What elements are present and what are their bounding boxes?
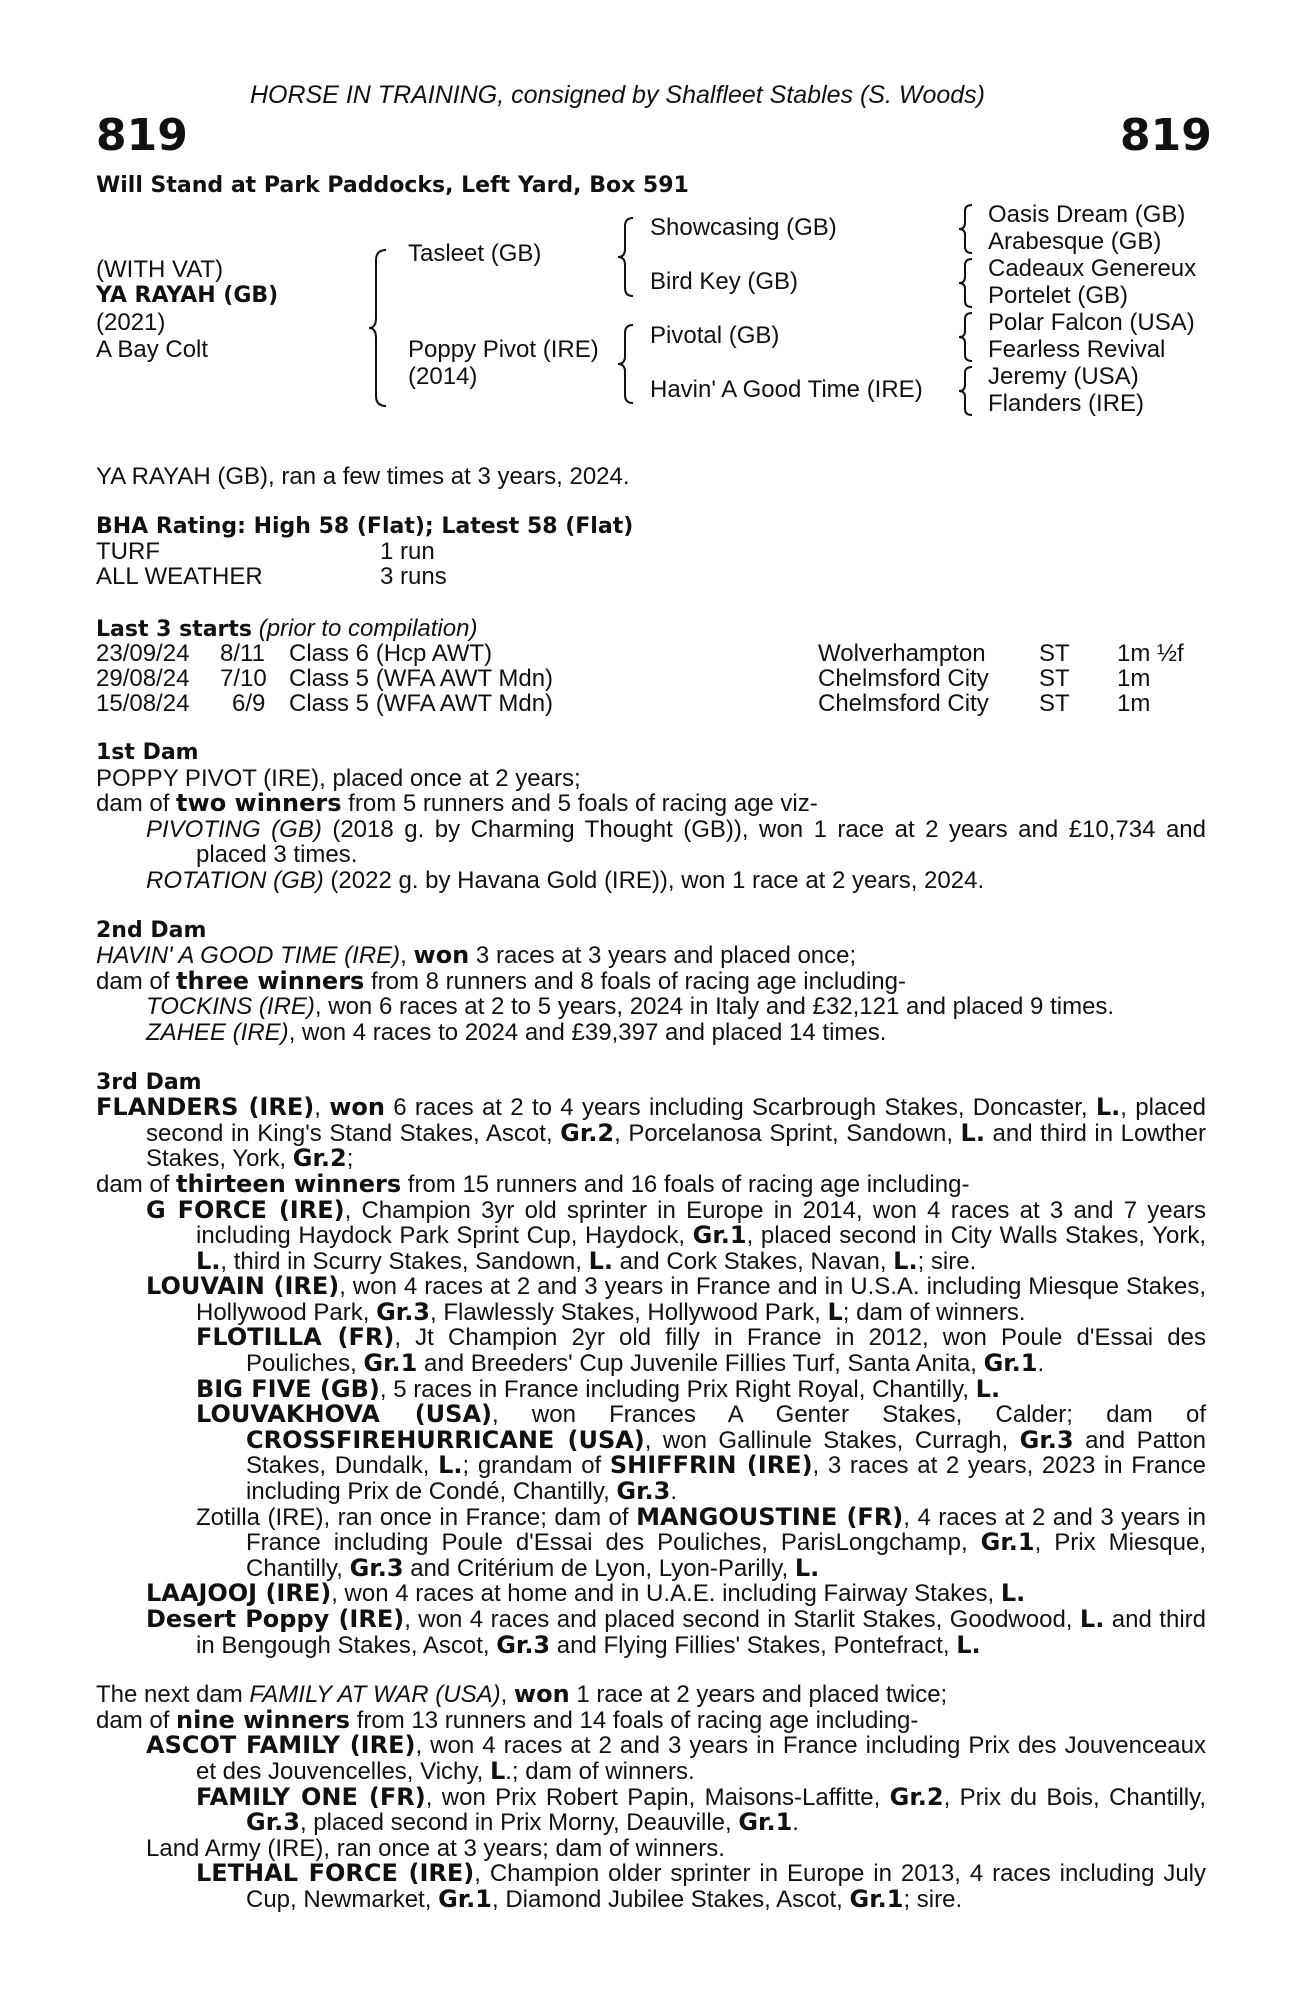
rating-runs: 1 run [380,538,435,565]
text: from 13 runners and 14 foals of racing age including- [350,1706,919,1734]
pedigree-brace-gen3-4 [958,365,976,417]
produce-entry [96,1581,1206,1607]
produce-text: (2022 g. by Havana Gold (IRE)), won 1 race at 2 years, 2024. [323,866,985,894]
start-course: Chelmsford City [818,665,989,692]
text: from 8 runners and 8 foals of racing age including- [364,967,906,995]
produce-entry [96,994,1206,1020]
pedigree-gen2-item: Showcasing (GB) [650,214,837,241]
text: , Prix du Bois, Chantilly, [943,1783,1206,1811]
text: dam of [96,790,177,818]
start-going: ST [1039,690,1070,717]
text: , 5 races in France including Prix Right Royal, Chantilly, [379,1375,976,1403]
produce-entry: ASCOT FAMILY (IRE), won 4 races at 2 and 3 years in France including Prix des Jouvenceaux et des Jouvencelles, Vichy, L.; dam of winners. [146,1731,1207,1785]
start-going: ST [1039,665,1070,692]
next-dam-line [96,1682,1206,1708]
text: , Porcelanosa Sprint, Sandown, [614,1119,961,1147]
text: ; [346,1145,354,1173]
dam3-name: FLANDERS (IRE) [96,1093,315,1122]
start-date: 29/08/24 [96,665,190,692]
start-course: Chelmsford City [818,690,989,717]
text: dam of [96,1706,177,1734]
text: , 3 races at 2 years, 2023 in France including Prix de Condé, Chantilly, [246,1452,1206,1506]
pedigree-gen3-item: Arabesque (GB) [988,228,1162,255]
bha-rating: BHA Rating: High 58 (Flat); Latest 58 (Flat) [96,514,634,539]
produce-name: BIG FIVE (GB) [196,1374,380,1403]
dam3-heading: 3rd Dam [96,1069,202,1095]
produce-text: , won 6 races at 2 to 5 years, 2024 in Italy and £32,121 and placed 9 times. [314,993,1115,1021]
produce-entry [96,1195,1206,1275]
text: , Prix Miesque, Chantilly, [246,1529,1207,1582]
text: Zotilla (IRE), ran once in France; dam of [196,1503,637,1531]
grade: L. [1095,1093,1121,1122]
produce-name: TOCKINS (IRE) [146,993,315,1021]
stable-location: Will Stand at Park Paddocks, Left Yard, Box 591 [96,173,689,198]
text: and third in Bengough Stakes, Ascot, [196,1606,1206,1659]
produce-name: FAMILY ONE (FR) [196,1782,426,1811]
winners-count: two winners [176,789,342,818]
horse-name: YA RAYAH (GB) [96,283,279,308]
produce-entry: FAMILY ONE (FR), won Prix Robert Papin, Maisons-Laffitte, Gr.2, Prix du Bois, Chantilly, Gr.3, placed second in Prix Morny, Deauville, Gr.1. [196,1782,1206,1837]
start-race: Class 5 (WFA AWT Mdn) [289,665,554,692]
produce-name: MANGOUSTINE (FR) [636,1502,904,1531]
text: won [329,1093,385,1122]
produce-name: ASCOT FAMILY (IRE) [146,1731,416,1760]
text: , won Gallinule Stakes, Curragh, [644,1426,1020,1454]
vat-note: (WITH VAT) [96,256,224,283]
text: ; sire. [903,1885,963,1913]
grade: L. [956,1630,981,1659]
pedigree-brace-main [368,248,390,408]
grade: L. [196,1246,221,1275]
produce-name: ROTATION (GB) [146,866,324,894]
rating-runs: 3 runs [380,563,447,590]
grade: L. [794,1553,820,1582]
pedigree-brace-gen3-2 [958,257,976,309]
pedigree-brace-gen3-1 [958,203,976,255]
produce-name: CROSSFIREHURRICANE (USA) [246,1425,645,1454]
text: , placed second in King's Stand Stakes, Ascot, [146,1094,1206,1147]
grade: Gr.1 [692,1221,747,1250]
start-distance: 1m [1117,665,1151,692]
next-dam-produce-line [96,1705,1206,1734]
produce-entry [96,1861,1206,1912]
pedigree-gen3-item: Cadeaux Genereux [988,255,1197,282]
text: ; grandam of [462,1452,610,1480]
grade: L. [893,1246,918,1275]
produce-name: LOUVAKHOVA (USA) [196,1400,493,1429]
grade: Gr.1 [738,1808,793,1837]
text: and Flying Fillies' Stakes, Pontefract, [550,1631,957,1659]
last-starts-note: (prior to compilation) [258,615,478,642]
produce-text: (2018 g. by Charming Thought (GB)), won 1 race at 2 years and £10,734 and placed 3 times. [196,815,1206,869]
text: and Patton Stakes, Dundalk, [246,1426,1206,1480]
grade: Gr.3 [496,1630,551,1659]
text: , placed second in City Walls Stakes, York, [746,1222,1206,1250]
pedigree-gen2-item: Havin' A Good Time (IRE) [650,376,923,403]
grade: Gr.1 [983,1349,1038,1378]
rating-surface: ALL WEATHER [96,563,263,590]
dam1-produce-line [96,791,1206,817]
grade: Gr.2 [889,1782,944,1811]
produce-entry [96,868,1206,894]
text: , Flawlessly Stakes, Hollywood Park, [430,1298,828,1326]
text: 1 race at 2 years and placed twice; [569,1681,948,1709]
text: , Champion older sprinter in Europe in 2013, 4 races including July Cup, Newmarket, [246,1860,1207,1913]
pedigree-brace-sire [617,216,637,298]
text: , won Frances A Genter Stakes, Calder; dam of [492,1401,1207,1429]
next-dam-name: FAMILY AT WAR (USA) [249,1681,501,1709]
pedigree-gen2-item: Bird Key (GB) [650,268,799,295]
dam-notes [96,740,1206,1913]
catalogue-title: HORSE IN TRAINING, consigned by Shalfleet Stables (S. Woods) [250,81,985,109]
winners-count: nine winners [176,1705,351,1734]
text: , won 4 races at home and in U.A.E. including Fairway Stakes, [331,1580,1001,1608]
pedigree-gen3-item: Flanders (IRE) [988,390,1145,417]
produce-entry [96,1020,1206,1046]
text: and Critérium de Lyon, Lyon-Parilly, [403,1554,795,1582]
grade: L. [588,1246,614,1275]
text: , won 4 races and placed second in Starlit Stakes, Goodwood, [404,1606,1080,1633]
text: , placed second in Prix Morny, Deauville, [299,1809,739,1837]
start-course: Wolverhampton [818,640,986,667]
grade: L. [1000,1579,1026,1608]
dam3-produce-line [96,1169,1206,1198]
text: dam of [96,1170,177,1198]
produce-entry [96,1607,1206,1658]
winners-count: three winners [176,966,365,995]
produce-entry [96,1274,1206,1325]
grade: Gr.3 [349,1553,404,1582]
produce-entry [96,1374,1206,1403]
text: , won 4 races at 2 and 3 years in France and in U.S.A. including Miesque Stakes, Hollywood Park, [196,1273,1207,1326]
produce-name: ZAHEE (IRE) [146,1018,289,1046]
produce-name: SHIFFRIN (IRE) [609,1451,813,1480]
last-starts-title: Last 3 starts [96,617,253,642]
produce-name: LETHAL FORCE (IRE) [196,1859,475,1888]
grade: Gr.2 [292,1144,347,1173]
grade: L [827,1297,843,1326]
text: . [1037,1350,1045,1378]
produce-text: , won 4 races to 2024 and £39,397 and placed 14 times. [288,1018,887,1046]
start-race: Class 5 (WFA AWT Mdn) [289,690,554,717]
text: .; dam of winners. [505,1757,695,1785]
lot-number-right: 819 [1120,110,1212,161]
produce-name: Desert Poppy (IRE) [146,1605,405,1633]
text: and third in Lowther Stakes, York, [146,1119,1206,1173]
start-position: 6/9 [232,690,266,717]
dam2-heading: 2nd Dam [96,917,207,943]
produce-entry [96,1325,1206,1376]
grade: L. [438,1451,463,1480]
pedigree-dam-year: (2014) [408,363,478,390]
winners-count: thirteen winners [176,1169,402,1198]
dam2-line: HAVIN' A GOOD TIME (IRE), won 3 races at 3 years and placed once; [96,941,857,970]
pedigree-brace-dam [617,323,637,405]
text: dam of [96,967,177,995]
produce-entry: LOUVAKHOVA (USA), won Frances A Genter Stakes, Calder; dam of CROSSFIREHURRICANE (USA), won Gallinule Stakes, Curragh, Gr.3 and Patton Stakes, Dundalk, L.; grandam of SHIFFRIN (IRE), 3 races at 2 years, 2023 in France including Prix de Condé, Chantilly, Gr.3. [196,1400,1207,1506]
produce-name: FLOTILLA (FR) [196,1323,395,1352]
text: ; sire. [917,1247,977,1275]
grade: Gr.1 [438,1884,492,1913]
text: won [413,941,470,970]
dam2-produce-line [96,966,1206,995]
pedigree-gen2-item: Pivotal (GB) [650,322,780,349]
produce-entry [96,817,1206,868]
start-position: 7/10 [220,665,267,692]
lot-number-left: 819 [96,110,188,161]
text: , Diamond Jubilee Stakes, Ascot, [492,1885,850,1913]
horse-year: (2021) [96,309,166,336]
grade: Gr.3 [376,1297,431,1326]
grade: Gr.3 [246,1808,300,1837]
text: from 5 runners and 5 foals of racing age viz- [341,790,818,818]
pedigree-gen3-item: Polar Falcon (USA) [988,309,1195,336]
dam1-line [96,766,1206,792]
dam1-summary: POPPY PIVOT (IRE), placed once at 2 years; [96,764,581,792]
produce-entry [96,1836,1206,1862]
start-going: ST [1039,640,1070,667]
text: ; dam of winners. [842,1298,1026,1326]
pedigree-gen3-item: Oasis Dream (GB) [988,201,1186,228]
grade: Gr.1 [849,1884,904,1913]
text: , 4 races at 2 and 3 years in France including Poule d'Essai des Pouliches, ParisLongchamp, [246,1503,1207,1557]
dam1-heading: 1st Dam [96,740,199,765]
last-starts-heading [96,616,477,643]
text: 3 races at 3 years and placed once; [469,942,857,970]
text: won [513,1680,570,1709]
grade: L. [1079,1605,1105,1633]
grade: Gr.1 [980,1528,1035,1557]
grade: Gr.1 [363,1349,418,1378]
start-distance: 1m ½f [1117,640,1184,667]
text: 6 races at 2 to 4 years including Scarbrough Stakes, Doncaster, [384,1094,1096,1122]
text: , third in Scurry Stakes, Sandown, [220,1247,589,1275]
pedigree-gen3-item: Fearless Revival [988,336,1166,363]
grade: L. [960,1118,985,1147]
pedigree-gen3-item: Jeremy (USA) [988,363,1139,390]
grade: L. [975,1374,1001,1403]
text: , [500,1681,514,1709]
start-race: Class 6 (Hcp AWT) [289,640,493,667]
text: , Jt Champion 2yr old filly in France in 2012, won Poule d'Essai des Pouliches, [246,1324,1206,1378]
produce-entry [96,1502,1207,1582]
start-distance: 1m [1117,690,1151,717]
text: Land Army (IRE), ran once at 3 years; dam of winners. [146,1834,725,1862]
pedigree-brace-gen3-3 [958,311,976,363]
horse-description: A Bay Colt [96,336,209,363]
dam2-name: HAVIN' A GOOD TIME (IRE) [96,942,401,970]
produce-name: PIVOTING (GB) [146,815,322,843]
text: and Cork Stakes, Navan, [613,1247,894,1275]
produce-name: G FORCE (IRE) [146,1195,345,1224]
grade: Gr.3 [616,1477,671,1506]
grade: Gr.3 [1019,1425,1074,1454]
text: from 15 runners and 16 foals of racing age including- [401,1170,970,1198]
produce-name: LAAJOOJ (IRE) [146,1579,332,1608]
text: , Champion 3yr old sprinter in Europe in 2014, won 4 races at 3 and 7 years including Haydock Park Sprint Cup, Haydock, [196,1196,1206,1250]
start-date: 15/08/24 [96,690,190,717]
produce-name: LOUVAIN (IRE) [146,1272,340,1301]
text: and Breeders' Cup Juvenile Fillies Turf, Santa Anita, [417,1350,984,1378]
rating-surface: TURF [96,538,160,565]
start-position: 8/11 [220,640,265,667]
text: , won 4 races at 2 and 3 years in France including Prix des Jouvenceaux et des Jouvencelles, Vichy, [196,1732,1207,1785]
pedigree-gen3-item: Portelet (GB) [988,282,1129,309]
pedigree-sire: Tasleet (GB) [408,240,542,267]
pedigree-dam: Poppy Pivot (IRE) [408,336,599,363]
grade: Gr.2 [560,1118,615,1147]
dam3-line: FLANDERS (IRE), won 6 races at 2 to 4 years including Scarbrough Stakes, Doncaster, L., placed second in King's Stand Stakes, Ascot, Gr.2, Porcelanosa Sprint, Sandown, L. and third in Lowther Stakes, York, Gr.2; [96,1093,1206,1173]
text: The next dam [96,1681,250,1709]
start-date: 23/09/24 [96,640,190,667]
race-summary: YA RAYAH (GB), ran a few times at 3 years, 2024. [96,463,630,490]
text: , won Prix Robert Papin, Maisons-Laffitte, [425,1783,890,1811]
